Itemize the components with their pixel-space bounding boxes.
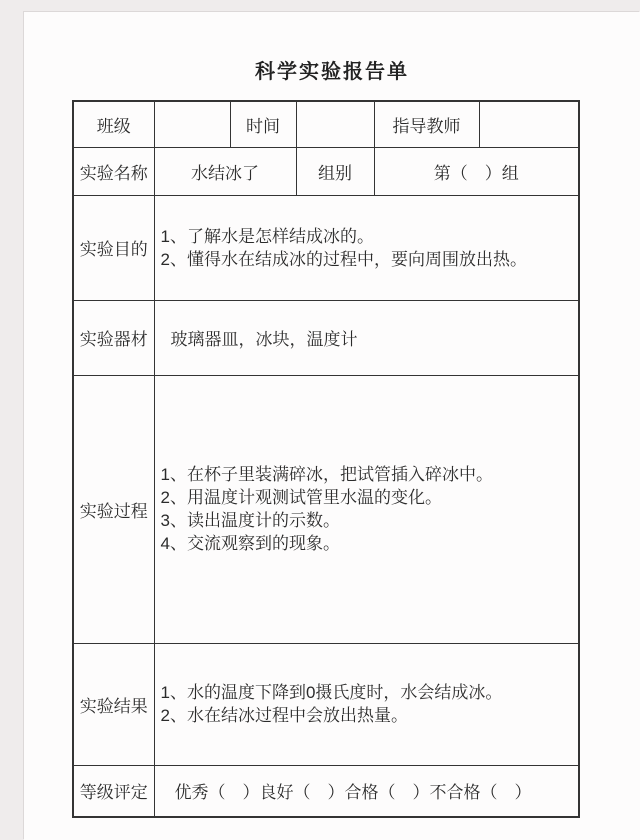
teacher-label: 指导教师 <box>374 101 479 147</box>
group-value: 第（ ）组 <box>374 147 579 195</box>
experiment-name-row <box>73 147 579 195</box>
page-title: 科学实验报告单 <box>255 61 409 83</box>
rating-label: 等级评定 <box>73 765 154 817</box>
report-page <box>24 12 640 840</box>
time-value-cell <box>296 101 374 147</box>
process-line: 4、交流观察到的现象。 <box>160 534 340 553</box>
process-content <box>154 375 579 643</box>
purpose-label: 实验目的 <box>73 195 154 300</box>
process-line: 1、在杯子里装满碎冰，把试管插入碎冰中。 <box>160 465 493 484</box>
report-table <box>72 100 580 818</box>
purpose-content <box>154 195 579 300</box>
result-line: 1、水的温度下降到0摄氏度时，水会结成冰。 <box>160 683 503 702</box>
header-row <box>73 101 579 147</box>
rating-options: 优秀（ ）良好（ ）合格（ ）不合格（ ） <box>154 765 579 817</box>
result-content <box>154 643 579 765</box>
experiment-name-label: 实验名称 <box>73 147 154 195</box>
materials-row <box>73 300 579 375</box>
materials-value: 玻璃器皿，冰块，温度计 <box>154 300 579 375</box>
teacher-value-cell <box>479 101 579 147</box>
purpose-line: 2、懂得水在结成冰的过程中，要向周围放出热。 <box>160 249 527 269</box>
result-line: 2、水在结冰过程中会放出热量。 <box>160 706 408 725</box>
group-label: 组别 <box>296 147 374 195</box>
result-label: 实验结果 <box>73 643 154 765</box>
experiment-name-value: 水结冰了 <box>154 147 296 195</box>
process-row <box>73 375 579 643</box>
process-line: 3、读出温度计的示数。 <box>160 511 340 530</box>
time-label: 时间 <box>230 101 296 147</box>
purpose-line: 1、了解水是怎样结成冰的。 <box>160 226 374 246</box>
class-value-cell <box>154 101 230 147</box>
process-line: 2、用温度计观测试管里水温的变化。 <box>160 488 442 507</box>
purpose-row <box>73 195 579 300</box>
result-row <box>73 643 579 765</box>
materials-label: 实验器材 <box>73 300 154 375</box>
process-label: 实验过程 <box>73 375 154 643</box>
class-label: 班级 <box>73 101 154 147</box>
rating-row <box>73 765 579 817</box>
